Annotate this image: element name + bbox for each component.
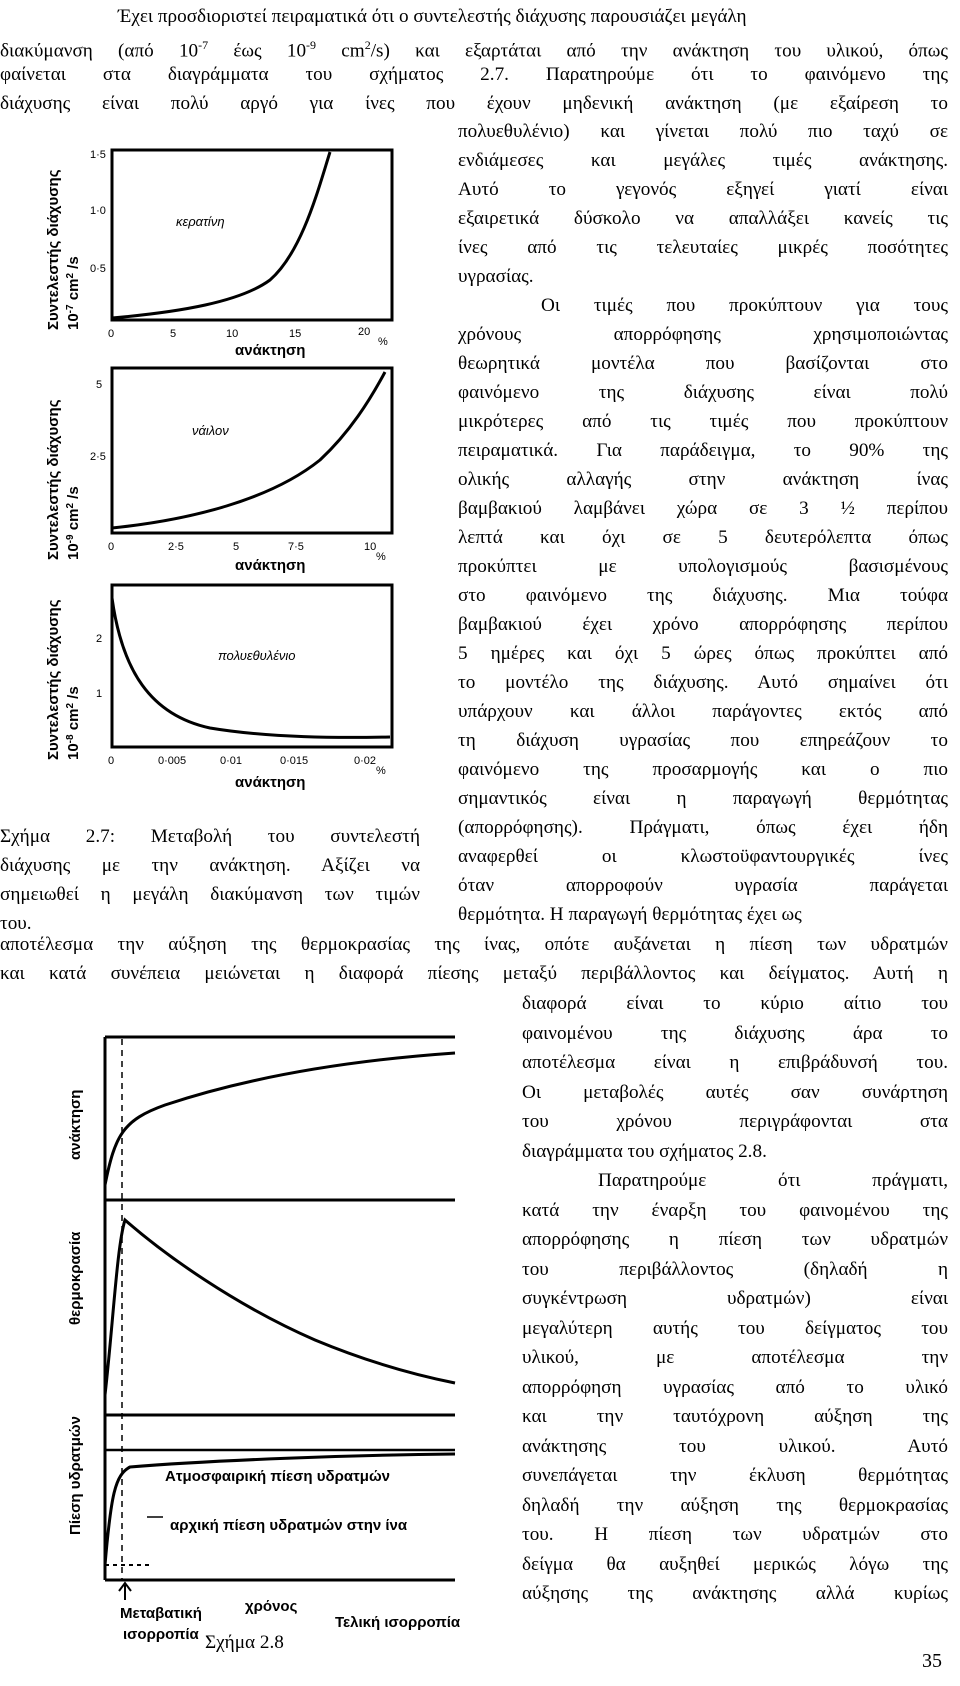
panel3-xtick: 0 (108, 755, 115, 767)
body-text-line: χρόνους απορρόφησης χρησιμοποιώντας (458, 324, 948, 345)
body-text-line: βαμβακιού έχει χρόνο απορρόφησης περίπου (458, 614, 948, 635)
panel3-xtick: 0·015 (280, 755, 309, 767)
panel3-xtick: 0·01 (220, 755, 243, 767)
body-text-line: ανάκτησης του υλικού. Αυτό (522, 1435, 948, 1457)
body-text-line: μικρότερες από τις τιμές που προκύπτουν (458, 411, 948, 432)
body-text-line: υλικού, με αποτέλεσμα την (522, 1347, 948, 1368)
body-text-line: συγκέντρωση υδρατμών) είναι (522, 1288, 948, 1309)
body-text-line: φαινομένου της διάχυσης άρα το (522, 1022, 948, 1044)
fig27-caption-line: Σχήμα 2.7: Μεταβολή του συντελεστή (0, 826, 420, 847)
body-text-line: Οι τιμές που προκύπτουν για τους (541, 295, 948, 316)
temperature-curve (105, 1220, 455, 1395)
panel2-xtick: 2·5 (168, 541, 184, 553)
fig28-xlabel: χρόνος (245, 1598, 298, 1615)
body-text-line: αποτέλεσμα την αύξηση της θερμοκρασίας της ίνας, οπότε αυξάνεται η πίεση των υδρατμών (0, 934, 948, 955)
body-text-line: Παρατηρούμε ότι πράγματι, (598, 1170, 948, 1191)
fig27-caption-line: διάχυσης με την ανάκτηση. Αξίζει να (0, 855, 420, 876)
panel2-xtick: 0 (108, 541, 115, 553)
panel3-xtick: % (376, 765, 386, 777)
panel3-yunit: $10^{-8}$ $cm^2$ /s (65, 686, 82, 760)
body-text-line: αναφερθεί οι κλωστοϋφαντουργικές ίνες (458, 846, 948, 867)
transition-label-2: ισορροπία (123, 1626, 199, 1643)
panel3-ytick: 2 (96, 633, 103, 645)
body-text-line: ολικής αλλαγής στην ανάκτηση ίνας (458, 469, 948, 490)
body-text-line: πολυεθυλένιο) και γίνεται πολύ πιο ταχύ σε (458, 121, 948, 142)
body-text-line: ίνες από τις τελευταίες μικρές ποσότητες (458, 237, 948, 258)
body-text-line: Αυτό το γεγονός εξηγεί γιατί είναι (458, 179, 948, 200)
body-text-line: δηλαδή την αύξηση της θερμοκρασίας (522, 1494, 948, 1516)
body-text-line: στο φαινόμενο της διάχυσης. Μια τούφα (458, 585, 948, 606)
body-text-line: λεπτά και όχι σε 5 δευτερόλεπτα όπως (458, 527, 948, 548)
body-text-line: του. Η πίεση των υδρατμών στο (522, 1524, 948, 1545)
body-text-line: αύξησης της ανάκτησης αλλά κυρίως (522, 1583, 948, 1604)
page-number: 35 (922, 1650, 942, 1672)
figure-2-7 (40, 140, 450, 810)
nylon-curve (112, 372, 385, 528)
panel1-curve-label: κερατίνη (176, 214, 225, 229)
panel1-xtick: 0 (108, 328, 115, 340)
body-text-line: και την ταυτόχρονη αύξηση της (522, 1406, 948, 1427)
panel1-xtick: 20 (358, 326, 371, 338)
transition-arrow-icon (119, 1583, 131, 1600)
fig27-caption-line: σημειωθεί η μεγάλη διακύμανση των τιμών (0, 884, 420, 905)
body-text-line: του περιβάλλοντος (δηλαδή η (522, 1258, 948, 1280)
figure-2-8 (55, 1025, 515, 1685)
body-text-line: προκύπτει με υπολογισμούς βασισμένους (458, 556, 948, 577)
body-text-line: (απορρόφησης). Πράγματι, όπως έχει ήδη (458, 817, 948, 838)
keratin-curve (112, 152, 330, 318)
final-equilibrium-label: Τελική ισορροπία (335, 1614, 461, 1631)
panel3-ylabel: Συντελεστής διάχυσης (45, 599, 62, 760)
initial-label: αρχική πίεση υδρατμών στην ίνα (170, 1517, 408, 1534)
body-text-line: διαφορά είναι το κύριο αίτιο του (522, 993, 948, 1014)
panel1-yunit: $10^{-7}$ $cm^2$ /s (65, 256, 82, 330)
panel1-xtick: % (378, 336, 388, 348)
panel2-xtick: 10 (364, 541, 377, 553)
panel2-xtick: % (376, 551, 386, 563)
panel1-xtick: 15 (289, 328, 302, 340)
body-text-line: θερμότητα. Η παραγωγή θερμότητας έχει ως (458, 904, 802, 925)
body-text-line: εξαιρετικά δύσκολο να απαλλάξει κανείς τις (458, 208, 948, 229)
fig27-panel-keratin (45, 149, 392, 359)
atm-label: Ατμοσφαιρική πίεση υδρατμών (165, 1468, 390, 1485)
panel2-ytick: 5 (96, 379, 103, 391)
panel3-ytick: 1 (96, 688, 103, 700)
panel2-ylabel: Συντελεστής διάχυσης (45, 399, 62, 560)
fig28-ylabel-recovery: ανάκτηση (67, 1089, 84, 1160)
body-text-line: ενδιάμεσες και μεγάλες τιμές ανάκτησης. (458, 150, 948, 171)
panel3-curve-label: πολυεθυλένιο (218, 648, 296, 663)
body-text-line: βαμβακιού λαμβάνει χώρα σε 3 ½ περίπου (458, 498, 948, 519)
panel2-yunit: $10^{-9}$ $cm^2$ /s (65, 486, 82, 560)
body-text-line: το μοντέλο της διάχυσης. Αυτό σημαίνει ότι (458, 672, 948, 693)
fig27-caption-line: του. (0, 913, 32, 934)
body-text-line: υπάρχουν και άλλοι παράγοντες εκτός από (458, 701, 948, 722)
panel2-ytick: 2·5 (90, 451, 106, 463)
body-text-line: διάχυσης είναι πολύ αργό για ίνες που έχουν μηδενική ανάκτηση (με εξαίρεση το (0, 93, 948, 114)
body-text-line: 5 ημέρες και όχι 5 ώρες όπως προκύπτει από (458, 643, 948, 664)
panel1-ylabel: Συντελεστής διάχυσης (45, 169, 62, 330)
body-text-line: συνεπάγεται την έκλυση θερμότητας (522, 1465, 948, 1486)
panel2-xtick: 7·5 (288, 541, 304, 553)
panel1-xlabel: ανάκτηση (235, 342, 306, 359)
body-text-line: και κατά συνέπεια μειώνεται η διαφορά πίεσης μεταξύ περιβάλλοντος και δείγματος. Αυτή η (0, 963, 948, 984)
body-text-line: διαγράμματα του σχήματος 2.8. (522, 1140, 767, 1162)
body-text-line: απορρόφησης η πίεση των υδρατμών (522, 1229, 948, 1250)
body-text-line: υγρασίας. (458, 266, 534, 287)
body-text-line: φαινόμενο της προσαρμογής και ο πιο (458, 759, 948, 780)
body-text-line: σημαντικός είναι η παραγωγή θερμότητας (458, 788, 948, 809)
body-text-line: κατά την έναρξη του φαινομένου της (522, 1199, 948, 1221)
transition-label: Μεταβατική (120, 1605, 202, 1622)
panel1-ytick: 0·5 (90, 263, 106, 275)
body-text-line: δείγμα θα αυξηθεί μερικώς λόγω της (522, 1553, 948, 1575)
body-text-line: απορρόφηση υγρασίας από το υλικό (522, 1376, 948, 1398)
panel2-xlabel: ανάκτηση (235, 557, 306, 574)
panel3-xlabel: ανάκτηση (235, 774, 306, 791)
panel1-xtick: 5 (170, 328, 177, 340)
panel1-ytick: 1·5 (90, 149, 106, 161)
body-text-line: θεωρητικά μοντέλα που βασίζονται στο (458, 353, 948, 374)
body-text-line: του χρόνου περιγράφονται στα (522, 1111, 948, 1132)
panel3-xtick: 0·02 (354, 755, 377, 767)
body-text-line: αποτέλεσμα είναι η επιβράδυνσή του. (522, 1052, 948, 1073)
body-text-line: φαινόμενο της διάχυσης είναι πολύ (458, 382, 948, 403)
panel2-curve-label: νάιλον (192, 423, 229, 438)
body-text-line: διακύμανση (από $10^{-7}$ έως $10^{-9}$ $cm^2/s$) και εξαρτάται από την ανάκτηση του υλικού, όπως (0, 38, 948, 62)
body-text-line: Οι μεταβολές αυτές σαν συνάρτηση (522, 1081, 948, 1103)
panel2-xtick: 5 (233, 541, 240, 553)
body-text-line: τη διάχυση υγρασίας που επηρεάζουν το (458, 730, 948, 751)
body-text-line: Έχει προσδιοριστεί πειραματικά ότι ο συντελεστής διάχυσης παρουσιάζει μεγάλη (118, 6, 747, 27)
recovery-curve (105, 1053, 455, 1185)
fig28-caption: Σχήμα 2.8 (205, 1632, 284, 1653)
polyethylene-curve (112, 598, 390, 737)
panel3-frame (112, 585, 392, 747)
body-text-line: πειραματικά. Για παράδειγμα, το 90% της (458, 440, 948, 461)
panel1-frame (112, 150, 392, 320)
body-text-line: όταν απορροφούν υγρασία παράγεται (458, 875, 948, 896)
body-text-line: μεγαλύτερη αυτής του δείγματος του (522, 1317, 948, 1339)
panel1-xtick: 10 (226, 328, 239, 340)
fig28-ylabel-vapour-pressure: Πίεση υδρατμών (67, 1416, 84, 1535)
panel1-ytick: 1·0 (90, 205, 106, 217)
body-text-line: φαίνεται στα διαγράμματα του σχήματος 2.7. Παρατηρούμε ότι το φαινόμενο της (0, 64, 948, 85)
panel3-xtick: 0·005 (158, 755, 187, 767)
fig28-ylabel-temperature: θερμοκρασία (67, 1231, 84, 1325)
fig27-panel-polyethylene (45, 585, 392, 791)
panel2-frame (112, 368, 392, 533)
fig27-panel-nylon (45, 368, 392, 574)
